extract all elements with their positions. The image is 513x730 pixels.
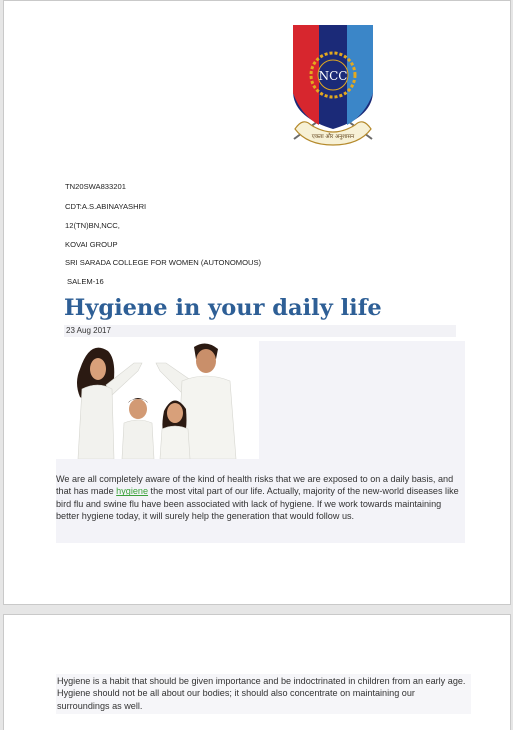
intro-paragraph-block [56, 469, 465, 543]
intro-text-start: We are all completely aware of the kind of health risks that we are exposed to on a daily basis, and that has made [56, 474, 454, 497]
cadet-id: TN20SWA833201 [65, 182, 126, 191]
article-date: 23 Aug 2017 [66, 326, 111, 335]
article-title: Hygiene in your daily life [64, 295, 382, 321]
document-page-1 [3, 0, 511, 605]
ncc-logo-text: NCC [318, 69, 348, 83]
ncc-logo [289, 21, 377, 151]
date-bar [64, 325, 456, 337]
cadet-name: CDT:A.S.ABINAYASHRI [65, 202, 147, 211]
cadet-group: KOVAI GROUP [65, 240, 118, 249]
intro-paragraph [56, 473, 463, 523]
cadet-college: SRI SARADA COLLEGE FOR WOMEN (AUTONOMOUS) [65, 258, 262, 267]
ncc-motto-text: एकता और अनुशासन [311, 134, 355, 140]
hygiene-link[interactable]: hygiene [116, 486, 149, 497]
document-page-2 [3, 614, 511, 730]
second-paragraph-block [56, 674, 471, 714]
family-photo [56, 341, 259, 459]
second-paragraph: Hygiene is a habit that should be given importance and be indoctrinated in children from an early age. Hygiene should not be all about our bodies; it should also concentrate on maintaining our surroundings as well. [57, 676, 466, 711]
cadet-city: SALEM-16 [67, 277, 104, 286]
cadet-unit: 12(TN)BN,NCC, [65, 221, 120, 230]
intro-text-end: the most vital part of our life. Actually, majority of the new-world diseases like bird flu and swine flu have been associated with lack of hygiene. If we work towards maintaining better hygiene today, it will surely help the generation that would follow us. [56, 486, 459, 522]
photo-block [56, 341, 465, 469]
